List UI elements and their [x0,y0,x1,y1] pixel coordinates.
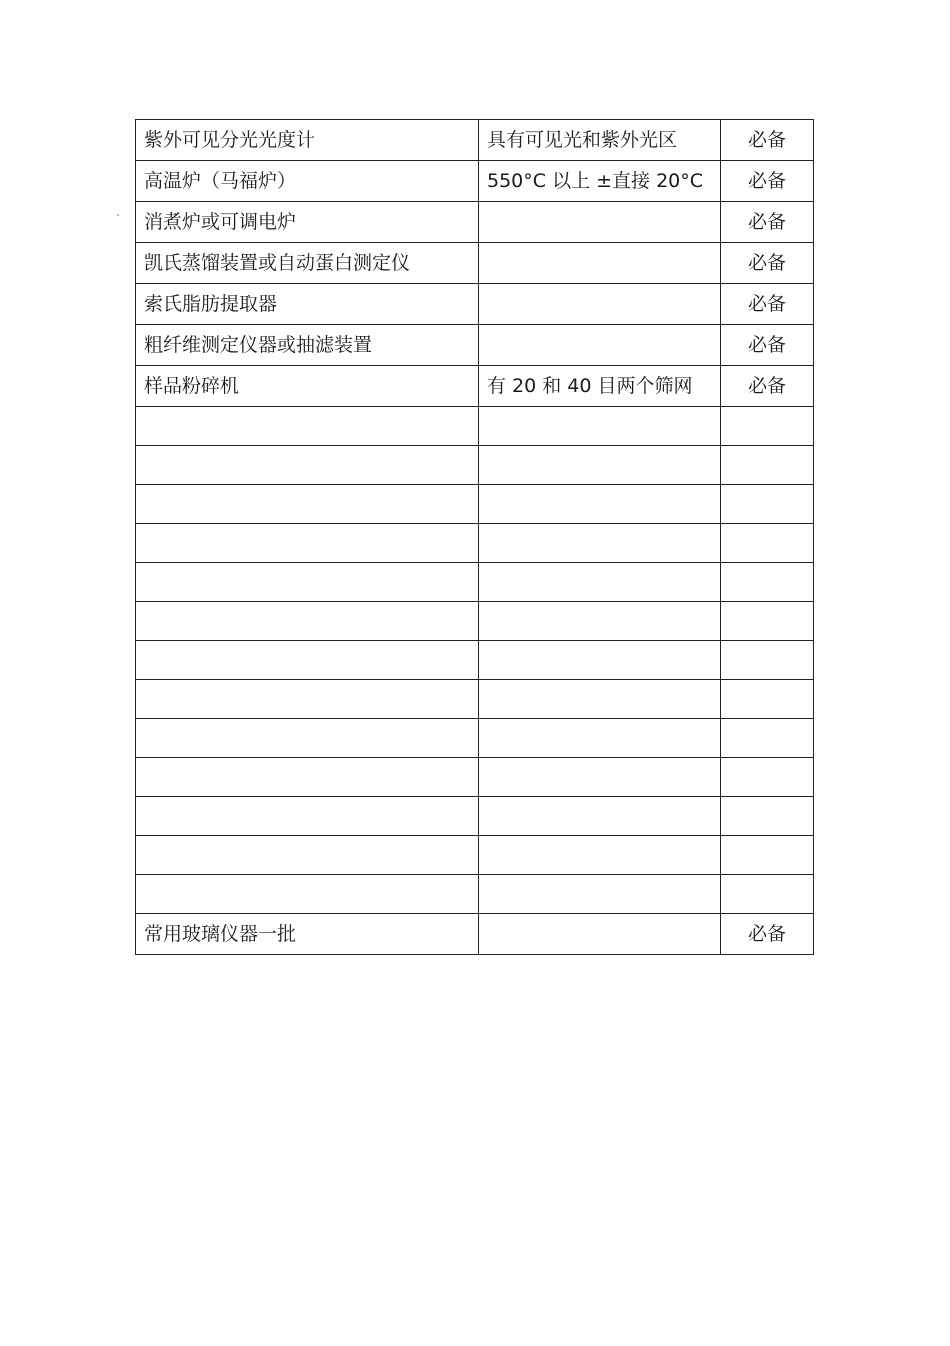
equipment-spec-cell: 有 20 和 40 目两个筛网 [479,366,721,407]
equipment-name-cell [136,602,479,641]
equipment-requirement-cell [721,602,814,641]
equipment-name-cell [136,446,479,485]
equipment-requirement-cell [721,563,814,602]
table-row [136,524,814,563]
equipment-spec-cell [479,284,721,325]
equipment-name-cell [136,641,479,680]
equipment-name-cell [136,563,479,602]
equipment-spec-cell [479,602,721,641]
equipment-spec-cell [479,719,721,758]
equipment-name-cell: 凯氏蒸馏装置或自动蛋白测定仪 [136,243,479,284]
equipment-requirement-cell [721,680,814,719]
equipment-name-cell [136,797,479,836]
equipment-spec-cell [479,914,721,955]
equipment-name-cell: 样品粉碎机 [136,366,479,407]
table-row [136,366,814,407]
equipment-requirement-cell: 必备 [721,366,814,407]
equipment-requirement-cell [721,446,814,485]
equipment-spec-cell [479,524,721,563]
equipment-name-cell: 粗纤维测定仪器或抽滤装置 [136,325,479,366]
equipment-name-cell [136,836,479,875]
equipment-name-cell: 常用玻璃仪器一批 [136,914,479,955]
equipment-requirement-cell: 必备 [721,120,814,161]
table-row [136,325,814,366]
equipment-spec-cell [479,641,721,680]
table-row [136,446,814,485]
equipment-name-cell: 消煮炉或可调电炉 [136,202,479,243]
equipment-spec-cell [479,875,721,914]
table-row [136,202,814,243]
equipment-name-cell [136,875,479,914]
equipment-requirement-cell [721,485,814,524]
table-row [136,641,814,680]
equipment-spec-cell [479,202,721,243]
table-row [136,719,814,758]
equipment-requirement-cell [721,758,814,797]
equipment-spec-cell [479,446,721,485]
equipment-table-body [136,120,814,955]
equipment-requirement-cell [721,641,814,680]
equipment-name-cell [136,719,479,758]
equipment-name-cell [136,407,479,446]
equipment-name-cell [136,485,479,524]
equipment-requirement-cell: 必备 [721,161,814,202]
equipment-table [135,119,814,955]
equipment-requirement-cell [721,836,814,875]
equipment-spec-cell [479,680,721,719]
equipment-requirement-cell: 必备 [721,325,814,366]
table-row [136,914,814,955]
equipment-spec-cell [479,797,721,836]
equipment-name-cell: 索氏脂肪提取器 [136,284,479,325]
table-row [136,602,814,641]
table-row [136,161,814,202]
table-row [136,485,814,524]
table-row [136,797,814,836]
equipment-spec-cell: 具有可见光和紫外光区 [479,120,721,161]
equipment-requirement-cell [721,407,814,446]
table-row [136,563,814,602]
equipment-requirement-cell: 必备 [721,284,814,325]
equipment-spec-cell [479,758,721,797]
table-row [136,680,814,719]
equipment-spec-cell [479,325,721,366]
equipment-requirement-cell [721,797,814,836]
equipment-requirement-cell: 必备 [721,914,814,955]
equipment-name-cell: 紫外可见分光光度计 [136,120,479,161]
equipment-spec-cell [479,243,721,284]
table-row [136,836,814,875]
table-row [136,407,814,446]
equipment-spec-cell [479,485,721,524]
equipment-name-cell [136,758,479,797]
equipment-name-cell: 高温炉（马福炉） [136,161,479,202]
equipment-name-cell [136,680,479,719]
table-row [136,875,814,914]
equipment-spec-cell [479,407,721,446]
equipment-spec-cell [479,836,721,875]
equipment-requirement-cell [721,719,814,758]
equipment-requirement-cell: 必备 [721,243,814,284]
equipment-spec-cell [479,563,721,602]
table-row [136,120,814,161]
table-row [136,243,814,284]
equipment-requirement-cell [721,875,814,914]
equipment-name-cell [136,524,479,563]
stray-mark [117,214,119,216]
table-row [136,284,814,325]
table-row [136,758,814,797]
equipment-spec-cell: 550°C 以上 ±直接 20°C [479,161,721,202]
equipment-requirement-cell: 必备 [721,202,814,243]
equipment-requirement-cell [721,524,814,563]
